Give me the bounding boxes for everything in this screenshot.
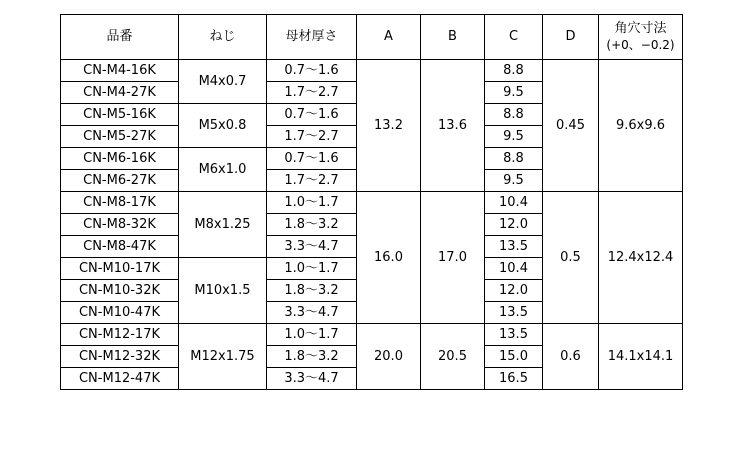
d-cell: 0.5	[543, 192, 599, 324]
part-number-cell: CN-M6-16K	[61, 148, 179, 170]
thread-cell: M12x1.75	[179, 324, 267, 390]
c-cell: 8.8	[485, 60, 543, 82]
thickness-cell: 3.3～4.7	[267, 236, 357, 258]
header-hole-tolerance: (+0、−0.2)	[606, 38, 675, 52]
c-cell: 16.5	[485, 368, 543, 390]
c-cell: 12.0	[485, 214, 543, 236]
part-number-cell: CN-M8-32K	[61, 214, 179, 236]
thickness-cell: 0.7～1.6	[267, 104, 357, 126]
spec-table	[60, 14, 683, 390]
header-hole	[599, 15, 683, 60]
table-row	[61, 192, 683, 214]
part-number-cell: CN-M12-17K	[61, 324, 179, 346]
d-cell: 0.45	[543, 60, 599, 192]
c-cell: 9.5	[485, 126, 543, 148]
thickness-cell: 1.7～2.7	[267, 126, 357, 148]
thread-cell: M4x0.7	[179, 60, 267, 104]
c-cell: 13.5	[485, 236, 543, 258]
table-row	[61, 324, 683, 346]
a-cell: 20.0	[357, 324, 421, 390]
header-d: D	[543, 15, 599, 60]
part-number-cell: CN-M5-27K	[61, 126, 179, 148]
table-row	[61, 60, 683, 82]
c-cell: 8.8	[485, 104, 543, 126]
thickness-cell: 0.7～1.6	[267, 148, 357, 170]
b-cell: 13.6	[421, 60, 485, 192]
part-number-cell: CN-M12-47K	[61, 368, 179, 390]
thread-cell: M6x1.0	[179, 148, 267, 192]
header-hole-label: 角穴寸法	[614, 21, 667, 36]
header-thickness: 母材厚さ	[267, 15, 357, 60]
c-cell: 10.4	[485, 258, 543, 280]
thread-cell: M10x1.5	[179, 258, 267, 324]
thickness-cell: 1.8～3.2	[267, 280, 357, 302]
part-number-cell: CN-M10-17K	[61, 258, 179, 280]
c-cell: 15.0	[485, 346, 543, 368]
a-cell: 16.0	[357, 192, 421, 324]
thickness-cell: 1.0～1.7	[267, 258, 357, 280]
part-number-cell: CN-M8-47K	[61, 236, 179, 258]
header-c: C	[485, 15, 543, 60]
c-cell: 13.5	[485, 302, 543, 324]
thickness-cell: 1.0～1.7	[267, 192, 357, 214]
b-cell: 17.0	[421, 192, 485, 324]
thickness-cell: 1.7～2.7	[267, 82, 357, 104]
part-number-cell: CN-M4-27K	[61, 82, 179, 104]
thickness-cell: 1.7～2.7	[267, 170, 357, 192]
header-part-no: 品番	[61, 15, 179, 60]
thickness-cell: 1.0～1.7	[267, 324, 357, 346]
c-cell: 10.4	[485, 192, 543, 214]
thread-cell: M8x1.25	[179, 192, 267, 258]
header-a: A	[357, 15, 421, 60]
a-cell: 13.2	[357, 60, 421, 192]
part-number-cell: CN-M10-32K	[61, 280, 179, 302]
hole-cell: 9.6x9.6	[599, 60, 683, 192]
hole-cell: 14.1x14.1	[599, 324, 683, 390]
thickness-cell: 0.7～1.6	[267, 60, 357, 82]
header-row	[61, 15, 683, 60]
thickness-cell: 3.3～4.7	[267, 302, 357, 324]
part-number-cell: CN-M12-32K	[61, 346, 179, 368]
c-cell: 9.5	[485, 170, 543, 192]
part-number-cell: CN-M6-27K	[61, 170, 179, 192]
d-cell: 0.6	[543, 324, 599, 390]
header-thread: ねじ	[179, 15, 267, 60]
part-number-cell: CN-M10-47K	[61, 302, 179, 324]
thread-cell: M5x0.8	[179, 104, 267, 148]
part-number-cell: CN-M5-16K	[61, 104, 179, 126]
part-number-cell: CN-M8-17K	[61, 192, 179, 214]
c-cell: 12.0	[485, 280, 543, 302]
thickness-cell: 1.8～3.2	[267, 346, 357, 368]
part-number-cell: CN-M4-16K	[61, 60, 179, 82]
hole-cell: 12.4x12.4	[599, 192, 683, 324]
thickness-cell: 3.3～4.7	[267, 368, 357, 390]
c-cell: 13.5	[485, 324, 543, 346]
header-b: B	[421, 15, 485, 60]
b-cell: 20.5	[421, 324, 485, 390]
c-cell: 9.5	[485, 82, 543, 104]
c-cell: 8.8	[485, 148, 543, 170]
thickness-cell: 1.8～3.2	[267, 214, 357, 236]
